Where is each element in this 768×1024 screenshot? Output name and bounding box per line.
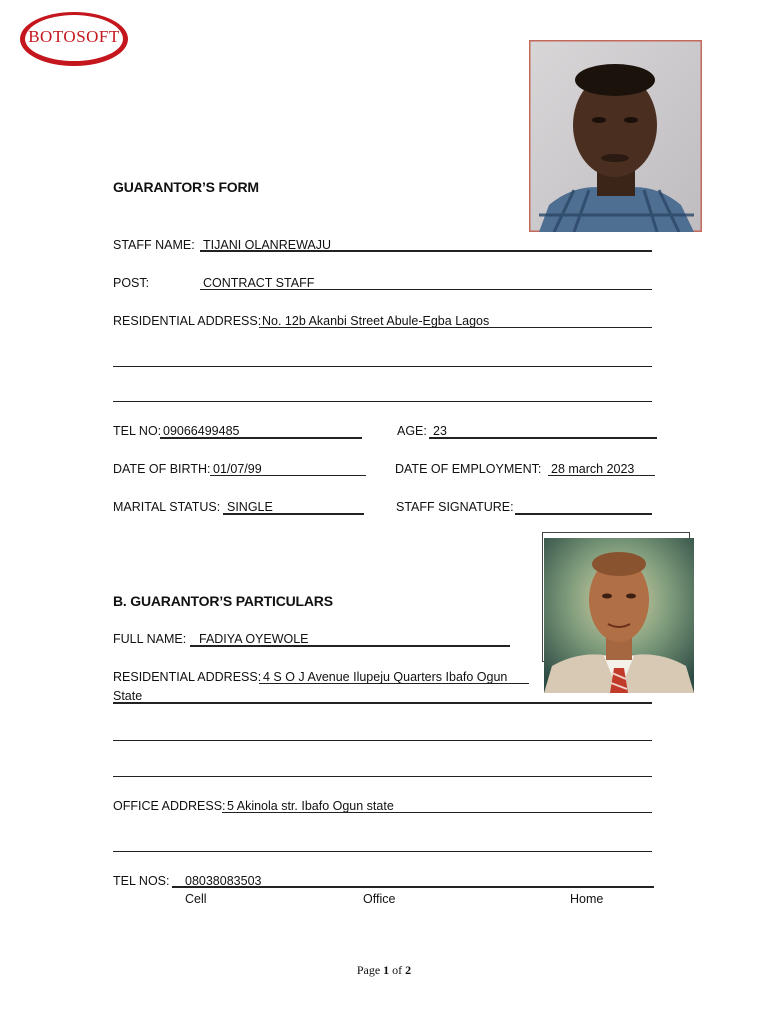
- age-label: AGE:: [397, 424, 427, 438]
- staff-signature-line[interactable]: [515, 513, 652, 515]
- post-label: POST:: [113, 276, 150, 290]
- staff-passport-photo: [529, 40, 702, 232]
- residential-address-underline: [259, 327, 652, 328]
- marital-status-underline: [223, 513, 364, 515]
- guarantor-address-extra-line-2: [113, 776, 652, 777]
- guarantor-passport-photo: [544, 538, 694, 693]
- tel-no-label: TEL NO:: [113, 424, 162, 438]
- office-address-label: OFFICE ADDRESS:: [113, 799, 226, 813]
- address-extra-line-1: [113, 366, 652, 367]
- tel-home-caption: Home: [570, 892, 604, 906]
- tel-cell-caption: Cell: [185, 892, 207, 906]
- staff-name-underline: [200, 250, 652, 252]
- address-extra-line-2: [113, 401, 652, 402]
- dob-underline: [210, 475, 366, 476]
- tel-no-value[interactable]: 09066499485: [163, 424, 240, 438]
- page-current: 1: [383, 963, 390, 977]
- staff-name-label: STAFF NAME:: [113, 238, 195, 252]
- guarantor-full-name-underline: [190, 645, 510, 647]
- page-total: 2: [405, 963, 412, 977]
- page-of: of: [389, 963, 406, 977]
- tel-no-underline: [160, 437, 362, 439]
- guarantor-address-underline-1: [259, 683, 529, 684]
- guarantor-tel-value[interactable]: 08038083503: [185, 874, 262, 888]
- guarantor-address-value-1[interactable]: 4 S O J Avenue Ilupeju Quarters Ibafo Ogun: [263, 670, 508, 684]
- guarantor-address-value-2[interactable]: State: [113, 689, 143, 703]
- marital-status-label: MARITAL STATUS:: [113, 500, 221, 514]
- office-address-extra-line: [113, 851, 652, 852]
- guarantor-address-underline-2: [113, 702, 652, 704]
- staff-signature-label: STAFF SIGNATURE:: [396, 500, 514, 514]
- doe-underline: [548, 475, 655, 476]
- age-value[interactable]: 23: [433, 424, 447, 438]
- guarantor-section-title: B. GUARANTOR’S PARTICULARS: [113, 593, 333, 609]
- age-underline: [429, 437, 657, 439]
- page-prefix: Page: [356, 963, 384, 977]
- dob-value[interactable]: 01/07/99: [213, 462, 262, 476]
- guarantor-address-extra-line-1: [113, 740, 652, 741]
- residential-address-label: RESIDENTIAL ADDRESS:: [113, 314, 262, 328]
- post-underline: [200, 289, 652, 290]
- botosoft-logo: [20, 12, 128, 66]
- guarantor-tel-underline: [172, 886, 654, 888]
- form-title: GUARANTOR’S FORM: [113, 179, 259, 195]
- residential-address-value[interactable]: No. 12b Akanbi Street Abule-Egba Lagos: [262, 314, 490, 328]
- logo-text: [20, 27, 128, 47]
- logo-text-soft: SOFT: [76, 27, 120, 46]
- page-number: [0, 963, 768, 978]
- marital-status-value[interactable]: SINGLE: [227, 500, 273, 514]
- post-value[interactable]: CONTRACT STAFF: [203, 276, 315, 290]
- doe-value[interactable]: 28 march 2023: [551, 462, 635, 476]
- office-address-underline: [222, 812, 652, 813]
- guarantor-full-name-label: FULL NAME:: [113, 632, 187, 646]
- guarantor-tel-label: TEL NOS:: [113, 874, 170, 888]
- tel-office-caption: Office: [363, 892, 396, 906]
- guarantor-address-label: RESIDENTIAL ADDRESS:: [113, 670, 262, 684]
- dob-label: DATE OF BIRTH:: [113, 462, 211, 476]
- guarantor-full-name-value[interactable]: FADIYA OYEWOLE: [199, 632, 309, 646]
- staff-name-value[interactable]: TIJANI OLANREWAJU: [203, 238, 332, 252]
- logo-text-boto: BOTO: [28, 27, 77, 46]
- doe-label: DATE OF EMPLOYMENT:: [395, 462, 542, 476]
- office-address-value[interactable]: 5 Akinola str. Ibafo Ogun state: [227, 799, 394, 813]
